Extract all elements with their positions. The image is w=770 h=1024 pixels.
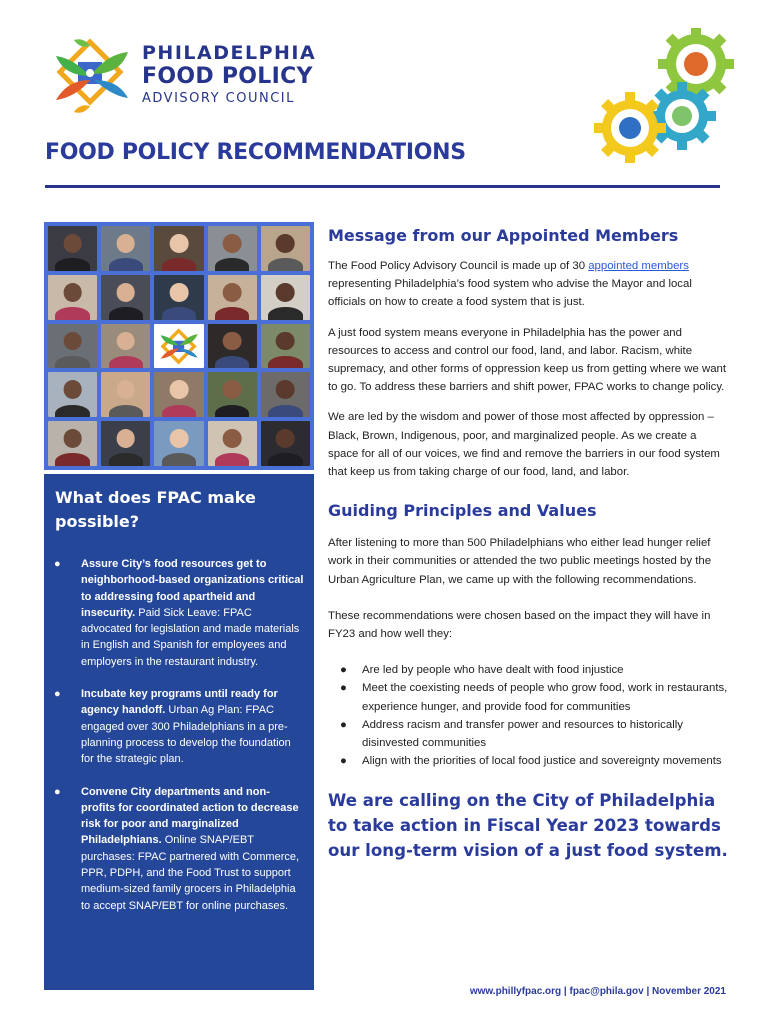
member-photo xyxy=(208,324,257,369)
list-item xyxy=(54,686,304,767)
fpac-leaf-emblem-icon xyxy=(50,36,132,116)
list-item xyxy=(328,661,728,679)
gears-illustration-icon xyxy=(594,28,744,163)
member-photo xyxy=(48,275,97,320)
fpac-logo xyxy=(50,36,317,116)
principles-heading: Guiding Principles and Values xyxy=(328,501,597,521)
principle-text: Meet the coexisting needs of people who grow food, work in restaurants, experience hunger, and provide food for communities xyxy=(362,682,728,713)
sidebar-item-text: Urban Ag Plan: FPAC engaged over 300 Philadelphians in a pre-planning process to develop the foundation for the strategic plan. xyxy=(81,704,291,766)
bullet-icon: ● xyxy=(340,682,347,695)
members-photo-grid xyxy=(44,222,314,470)
member-photo xyxy=(208,226,257,271)
member-photo xyxy=(261,421,310,466)
list-item xyxy=(328,716,728,752)
member-photo xyxy=(154,275,203,320)
member-photo xyxy=(261,372,310,417)
list-item xyxy=(54,556,304,670)
member-photo xyxy=(101,226,150,271)
main-content xyxy=(328,222,728,863)
bullet-icon: ● xyxy=(340,718,347,731)
member-photo xyxy=(208,421,257,466)
title-divider xyxy=(45,185,720,188)
sidebar-item-bold: Assure City’s food resources get to neighborhood-based organizations critical to addressing food apartheid and insecurity. xyxy=(81,558,304,619)
member-photo xyxy=(101,372,150,417)
member-photo xyxy=(208,275,257,320)
member-photo xyxy=(48,372,97,417)
member-photo xyxy=(48,226,97,271)
logo-line-1: PHILADELPHIA xyxy=(142,42,317,64)
message-paragraph-2: A just food system means everyone in Philadelphia has the power and resources to access and control our food, land, and labor. Racism, white supremacy, and other forms of oppression keep us from getting where we want to go. To address these barriers and shift power, FPAC works to change policy. xyxy=(328,326,727,394)
bullet-icon: ● xyxy=(54,785,61,798)
principle-text: Align with the priorities of local food justice and sovereignty movements xyxy=(362,755,722,768)
bullet-icon: ● xyxy=(54,688,61,701)
logo-line-3: ADVISORY COUNCIL xyxy=(142,91,295,106)
principle-text: Address racism and transfer power and resources to historically disinvested communities xyxy=(362,718,683,750)
member-photo xyxy=(154,421,203,466)
member-photo xyxy=(261,226,310,271)
message-paragraph-1 xyxy=(328,257,728,312)
message-p1-after: representing Philadelphia’s food system who advise the Mayor and local officials on how to create a food system that is just. xyxy=(328,278,692,309)
member-photo xyxy=(48,324,97,369)
member-photo xyxy=(208,372,257,417)
member-photo xyxy=(154,372,203,417)
principles-paragraph-2: These recommendations were chosen based on the impact they will have in FY23 and how well they: xyxy=(328,609,711,641)
member-photo xyxy=(48,421,97,466)
bullet-icon: ● xyxy=(340,755,347,768)
principles-list xyxy=(328,661,728,770)
member-photo xyxy=(154,226,203,271)
page-title: FOOD POLICY RECOMMENDATIONS xyxy=(45,140,466,165)
member-photo xyxy=(261,324,310,369)
call-to-action: We are calling on the City of Philadelphia to take action in Fiscal Year 2023 towards our long-term vision of a just food system. xyxy=(328,791,728,861)
message-heading: Message from our Appointed Members xyxy=(328,226,679,245)
member-photo xyxy=(261,275,310,320)
list-item xyxy=(328,752,728,770)
message-paragraph-3: We are led by the wisdom and power of those most affected by oppression – Black, Brown, Indigenous, poor, and marginalized people. As we create a space for all of our voices, we find and remove the barriers in our food system that keep us from taking charge of our food, land, and labor. xyxy=(328,411,720,479)
fpac-possible-sidebar xyxy=(44,474,314,990)
member-photo xyxy=(101,421,150,466)
appointed-members-link[interactable]: appointed members xyxy=(588,260,689,272)
member-photo xyxy=(101,324,150,369)
sidebar-list xyxy=(54,556,304,914)
principle-text: Are led by people who have dealt with food injustice xyxy=(362,664,624,677)
sidebar-item-text: Online SNAP/EBT purchases: FPAC partnered with Commerce, PPR, PDPH, and the Food Trust to support medium-sized family grocers in Philadelphia to accept SNAP/EBT for online purchases. xyxy=(81,834,300,912)
footer-contact: www.phillyfpac.org | fpac@phila.gov | November 2021 xyxy=(469,986,726,997)
sidebar-item-bold: Convene City departments and non-profits for coordinated action to decrease risk for poor and marginalized Philadelphians. xyxy=(81,785,299,847)
message-p1-before: The Food Policy Advisory Council is made up of 30 xyxy=(328,260,589,272)
bullet-icon: ● xyxy=(340,664,347,677)
list-item xyxy=(328,679,728,715)
sidebar-item-text: Paid Sick Leave: FPAC advocated for legislation and made materials in English and Spanish for employees and employers in the restaurant industry. xyxy=(81,606,300,668)
logo-line-2: FOOD POLICY xyxy=(142,64,313,89)
sidebar-heading: What does FPAC make possible? xyxy=(55,488,256,531)
list-item xyxy=(54,784,304,914)
principles-paragraph-1: After listening to more than 500 Philadelphians who either lead hunger relief work in their communities or attended the two public meetings hosted by the Urban Agriculture Plan, we came up with the following recommendations. xyxy=(328,537,712,586)
member-photo xyxy=(101,275,150,320)
sidebar-item-bold: Incubate key programs until ready for agency handoff. xyxy=(81,688,278,717)
photo-grid-logo-tile xyxy=(154,324,203,369)
bullet-icon: ● xyxy=(54,558,61,570)
